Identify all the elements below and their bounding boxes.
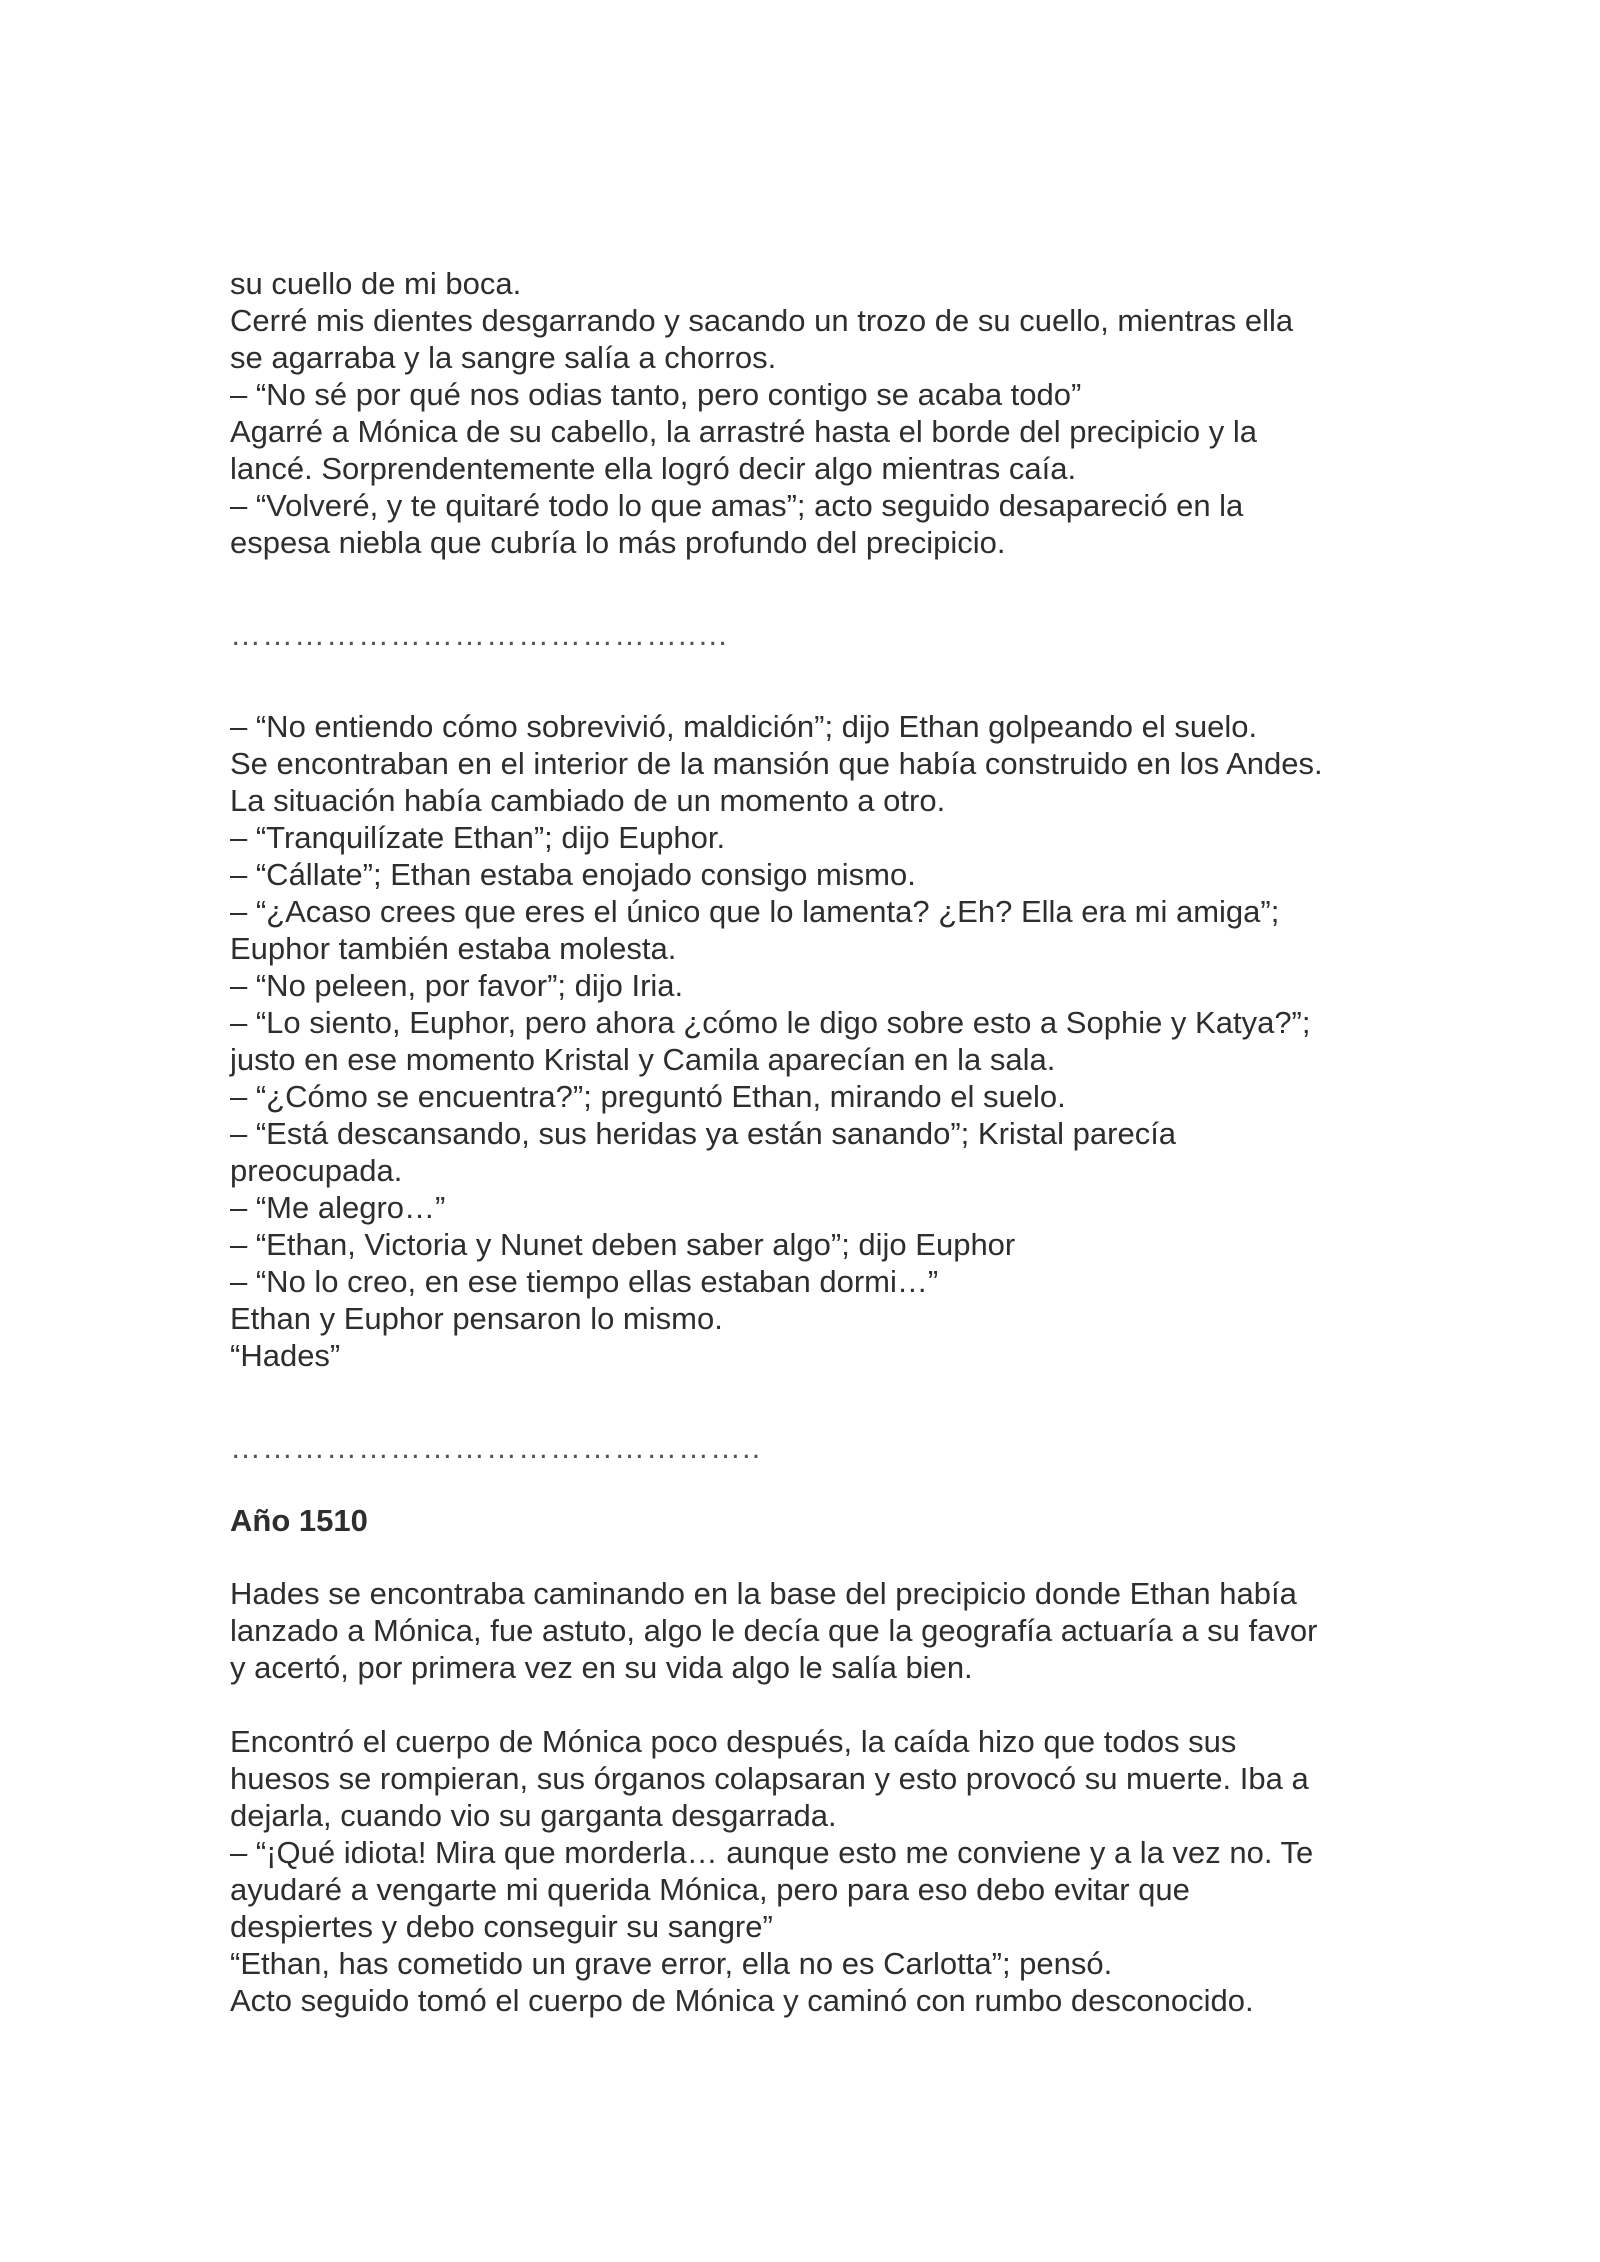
text-line: – “¿Acaso crees que eres el único que lo lamenta? ¿Eh? Ella era mi amiga”; [230, 894, 1280, 929]
text-line: – “Me alegro…” [230, 1190, 446, 1225]
text-line: – “Tranquilízate Ethan”; dijo Euphor. [230, 820, 726, 855]
paragraph-block-4 [230, 1723, 1390, 2019]
text-line: Encontró el cuerpo de Mónica poco después, la caída hizo que todos sus [230, 1724, 1237, 1759]
text-line: – “Está descansando, sus heridas ya están sanando”; Kristal parecía [230, 1116, 1177, 1151]
paragraph-block-1 [230, 265, 1390, 561]
text-line: ayudaré a vengarte mi querida Mónica, pero para eso debo evitar que [230, 1872, 1190, 1907]
text-line: preocupada. [230, 1153, 403, 1188]
text-line: “Hades” [230, 1338, 341, 1373]
text-line: La situación había cambiado de un momento a otro. [230, 783, 946, 818]
text-line: se agarraba y la sangre salía a chorros. [230, 340, 777, 375]
text-line: – “No lo creo, en ese tiempo ellas estaban dormi…” [230, 1264, 939, 1299]
text-line: – “Ethan, Victoria y Nunet deben saber algo”; dijo Euphor [230, 1227, 1016, 1262]
section-separator: ………………………………………….. [230, 1430, 762, 1465]
text-line: Ethan y Euphor pensaron lo mismo. [230, 1301, 723, 1336]
paragraph-block-2 [230, 708, 1390, 1374]
paragraph-block-3 [230, 1575, 1390, 1686]
text-line: Euphor también estaba molesta. [230, 931, 677, 966]
text-line: lanzado a Mónica, fue astuto, algo le decía que la geografía actuaría a su favor [230, 1613, 1318, 1648]
text-line: huesos se rompieran, sus órganos colapsaran y esto provocó su muerte. Iba a [230, 1761, 1309, 1796]
text-line: – “No sé por qué nos odias tanto, pero contigo se acaba todo” [230, 377, 1082, 412]
section-separator: ……………………………………..… [230, 617, 730, 652]
text-line: Cerré mis dientes desgarrando y sacando un trozo de su cuello, mientras ella [230, 303, 1294, 338]
section-heading: Año 1510 [230, 1503, 368, 1538]
text-line: Se encontraban en el interior de la mansión que había construido en los Andes. [230, 746, 1323, 781]
text-line: Hades se encontraba caminando en la base del precipicio donde Ethan había [230, 1576, 1297, 1611]
text-line: lancé. Sorprendentemente ella logró decir algo mientras caía. [230, 451, 1077, 486]
text-line: – “Volveré, y te quitaré todo lo que amas”; acto seguido desapareció en la [230, 488, 1244, 523]
text-line: – “No entiendo cómo sobrevivió, maldición”; dijo Ethan golpeando el suelo. [230, 709, 1258, 744]
text-line: – “No peleen, por favor”; dijo Iria. [230, 968, 684, 1003]
text-line: Acto seguido tomó el cuerpo de Mónica y caminó con rumbo desconocido. [230, 1983, 1254, 2018]
text-line: espesa niebla que cubría lo más profundo del precipicio. [230, 525, 1006, 560]
text-line: “Ethan, has cometido un grave error, ella no es Carlotta”; pensó. [230, 1946, 1113, 1981]
document-page [230, 265, 1390, 2019]
text-line: justo en ese momento Kristal y Camila aparecían en la sala. [230, 1042, 1056, 1077]
text-line: – “¿Cómo se encuentra?”; preguntó Ethan, mirando el suelo. [230, 1079, 1066, 1114]
text-line: y acertó, por primera vez en su vida algo le salía bien. [230, 1650, 973, 1685]
text-line: Agarré a Mónica de su cabello, la arrastré hasta el borde del precipicio y la [230, 414, 1257, 449]
text-line: – “Lo siento, Euphor, pero ahora ¿cómo le digo sobre esto a Sophie y Katya?”; [230, 1005, 1311, 1040]
text-line: – “¡Qué idiota! Mira que morderla… aunque esto me conviene y a la vez no. Te [230, 1835, 1314, 1870]
text-line: – “Cállate”; Ethan estaba enojado consigo mismo. [230, 857, 916, 892]
text-line: dejarla, cuando vio su garganta desgarrada. [230, 1798, 837, 1833]
text-line: su cuello de mi boca. [230, 266, 522, 301]
text-line: despiertes y debo conseguir su sangre” [230, 1909, 773, 1944]
